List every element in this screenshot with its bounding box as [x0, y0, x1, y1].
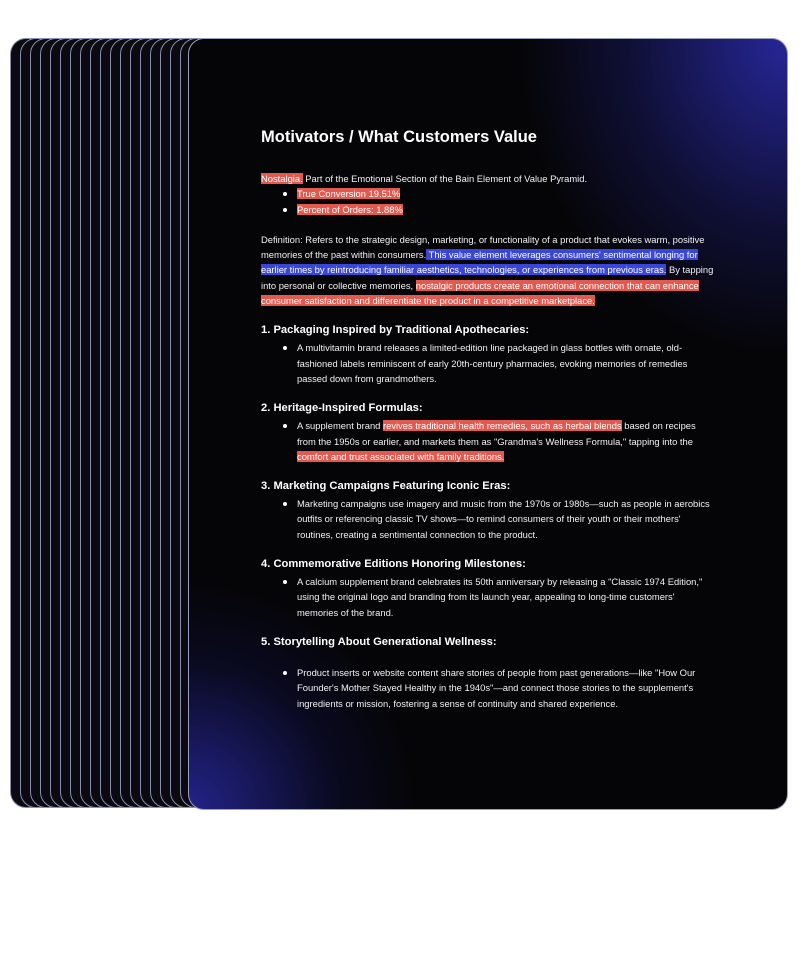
list-item: A calcium supplement brand celebrates its 50th anniversary by releasing a "Classic 1974 Edition," using the original logo and branding from its launch year, appealing to long-time customers' memories of the brand. [261, 574, 717, 620]
section-list-3 [261, 496, 717, 542]
definition-text-2: By tapping into personal or collective memories, [261, 264, 714, 291]
highlight-remedies: revives traditional health remedies, such as herbal blends [383, 420, 622, 432]
list-item: A multivitamin brand releases a limited-edition line packaged in glass bottles with ornate, old-fashioned labels reminiscent of early 20th-century pharmacies, evoking memories of remedies passed down from grandmothers. [261, 340, 717, 386]
intro-text: Part of the Emotional Section of the Bain Element of Value Pyramid. [302, 173, 588, 184]
motivators-card [188, 38, 788, 810]
intro-line [261, 171, 717, 186]
definition-paragraph [261, 232, 717, 308]
true-conversion-stat: True Conversion 19.51% [297, 188, 401, 200]
highlight-comfort: comfort and trust associated with family traditions. [297, 450, 505, 462]
definition-highlight-blue: This value element leverages consumers' sentimental longing for earlier times by reintroducing familiar aesthetics, technologies, or experiences from previous eras. [261, 249, 698, 276]
list-item: Product inserts or website content share stories of people from past generations—like "How Our Founder's Mother Stayed Healthy in the 1940s"—and connect those stories to the supplement's ingredients or mission, fostering a sense of continuity and shared experience. [261, 665, 717, 711]
section-list-1 [261, 340, 717, 386]
section-heading-5: 5. Storytelling About Generational Wellness: [261, 635, 497, 648]
section-heading-2: 2. Heritage-Inspired Formulas: [261, 402, 423, 415]
stat-item [261, 186, 717, 201]
nostalgia-tag: Nostalgia. [261, 173, 303, 184]
card-content [261, 127, 717, 711]
list-item [261, 418, 717, 464]
section-heading-1: 1. Packaging Inspired by Traditional Apothecaries: [261, 324, 530, 337]
percent-orders-stat: Percent of Orders: 1.88% [297, 203, 403, 215]
stat-item [261, 202, 717, 217]
definition-highlight-red: nostalgic products create an emotional connection that can enhance consumer satisfaction and differentiate the product in a competitive marketplace. [261, 279, 699, 307]
page-title: Motivators / What Customers Value [261, 128, 537, 146]
stats-list [261, 186, 717, 217]
definition-text: Definition: Refers to the strategic design, marketing, or functionality of a product that evokes warm, positive memories of the past within consumers. [261, 233, 705, 261]
section-heading-4: 4. Commemorative Editions Honoring Milestones: [261, 558, 526, 571]
section-list-5 [261, 665, 717, 711]
list-item: Marketing campaigns use imagery and music from the 1970s or 1980s—such as people in aerobics outfits or referencing classic TV shows—to remind consumers of their youth or their mothers' routines, creating a sentimental connection to the product. [261, 496, 717, 542]
section-list-4 [261, 574, 717, 620]
section-list-2 [261, 418, 717, 464]
section-heading-3: 3. Marketing Campaigns Featuring Iconic Eras: [261, 480, 511, 493]
item-text: based on recipes from the 1950s or earlier, and markets them as "Grandma's Wellness Formula," tapping into the [297, 420, 696, 447]
item-text: A supplement brand [297, 420, 383, 432]
